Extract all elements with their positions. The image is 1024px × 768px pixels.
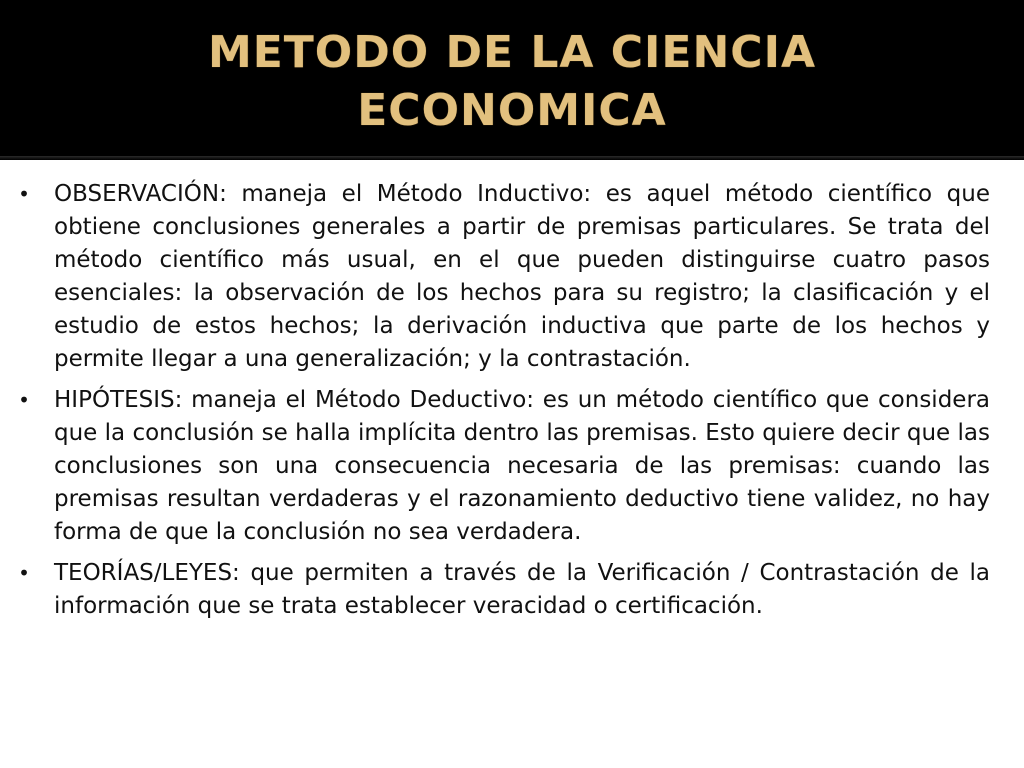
bullet-icon: • [18,561,30,585]
bullet-icon: • [18,388,30,412]
slide-content [14,178,990,631]
bullet-text-hipotesis: HIPÓTESIS: maneja el Método Deductivo: es un método científico que considera que la conclusión se halla implícita dentro las premisas. Esto quiere decir que las conclusiones son una consecuencia necesaria de las premisas: cuando las premisas resultan verdaderas y el razonamiento deductivo tiene validez, no hay forma de que la conclusión no sea verdadera. [54,387,990,545]
bullet-list [14,178,990,623]
slide-title [208,20,816,140]
slide-title-line-2: ECONOMICA [357,85,667,136]
slide-title-line-1: METODO DE LA CIENCIA [207,27,817,78]
bullet-item-observacion [14,178,990,376]
bullet-icon: • [18,182,30,206]
title-bar [0,0,1024,160]
bullet-text-observacion: OBSERVACIÓN: maneja el Método Inductivo: es aquel método científico que obtiene conclusiones generales a partir de premisas particulares. Se trata del método científico más usual, en el que pueden distinguirse cuatro pasos esenciales: la observación de los hechos para su registro; la clasificación y el estudio de estos hechos; la derivación inductiva que parte de los hechos y permite llegar a una generalización; y la contrastación. [54,181,990,372]
bullet-item-teorias-leyes [14,557,990,623]
bullet-item-hipotesis [14,384,990,549]
bullet-text-teorias-leyes: TEORÍAS/LEYES: que permiten a través de la Verificación / Contrastación de la información que se trata establecer veracidad o certificación. [54,560,990,619]
